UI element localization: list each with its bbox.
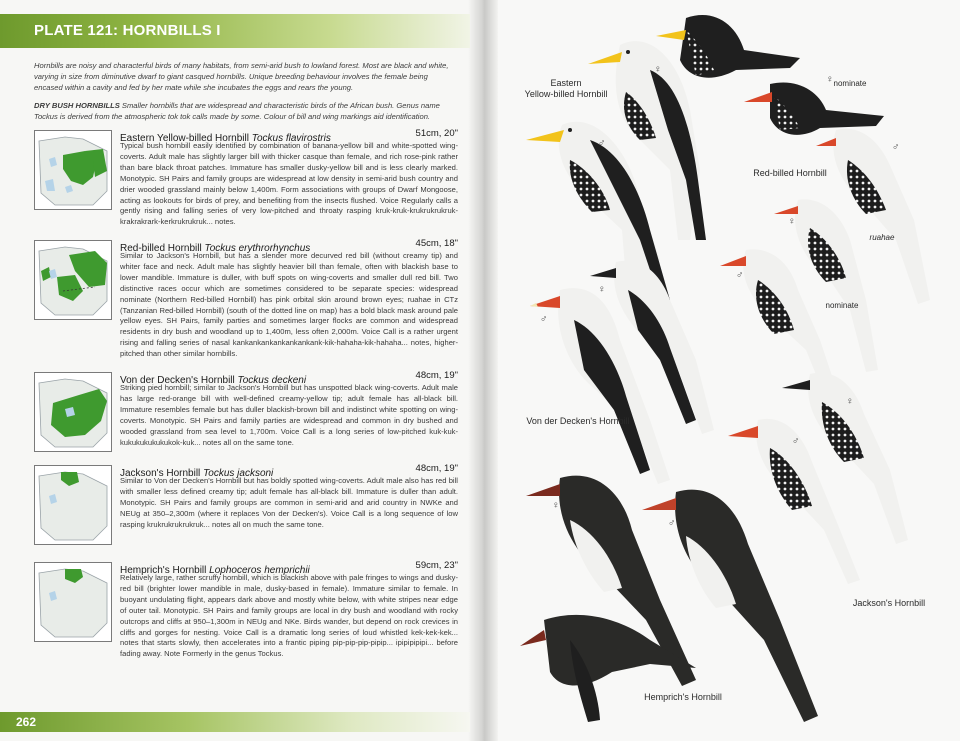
species-description: Striking pied hornbill; similar to Jackson's Hornbill but has unspotted black wing-coverts. Adult male has large red-orange bill with well-defined creamy-yellow tip; adult female has all-black bill. Immature resembles female but has duller blackish-brown bill and indistinct white spotting on wing-coverts. Monotypic. SH Pairs and family parties are widespread and common in dry bushed and wooded grassland from sea level to 1,700m. Voice Call is a long series of low-pitched kuk-kuk-kukukukukukukok-kuk... notes all on the same tone. bbox=[120, 383, 458, 447]
range-map-graphic bbox=[35, 373, 111, 451]
range-map bbox=[34, 372, 112, 452]
range-map bbox=[34, 240, 112, 320]
female-symbol: ♀ bbox=[654, 64, 662, 75]
species-name: Eastern Yellow-billed Hornbill Tockus flavirostris bbox=[120, 133, 331, 144]
species-scientific-name: Tockus erythrorhynchus bbox=[204, 243, 311, 254]
species-size: 59cm, 23" bbox=[415, 560, 458, 571]
intro-paragraph: Hornbills are noisy and characterful birds of many habitats, from semi-arid bush to lowland forest. Most are black and white, varying in size from diminutive dwarf to giant casqued hornbills. Unique breeding behaviour involves the female being encased within a cavity and fed by her mate while she incubates the eggs and rears the young. bbox=[34, 61, 449, 92]
red-billed-hornbill-illustration bbox=[656, 15, 800, 78]
range-map-graphic bbox=[35, 466, 111, 544]
species-size: 45cm, 18" bbox=[415, 238, 458, 249]
male-symbol: ♂ bbox=[892, 142, 900, 153]
group-intro-paragraph bbox=[34, 100, 454, 122]
species-size: 48cm, 19" bbox=[415, 370, 458, 381]
female-symbol: ♀ bbox=[788, 216, 796, 227]
label-eastern-yellow-billed-hornbill: Eastern Yellow-billed Hornbill bbox=[524, 78, 608, 99]
species-size: 48cm, 19" bbox=[415, 463, 458, 474]
label-ruahae: ruahae bbox=[869, 233, 895, 242]
species-name: Jackson's Hornbill Tockus jacksoni bbox=[120, 468, 274, 479]
book-gutter bbox=[468, 0, 498, 741]
group-intro-text: Smaller hornbills that are widespread and characteristic birds of the African bush. Genus name Tockus is derived from the atmospheric tok tok calls made by some. Colour of bill and wing markings aid identification. bbox=[34, 101, 440, 121]
range-map-graphic bbox=[35, 131, 111, 209]
range-map-graphic bbox=[35, 563, 111, 641]
species-name: Red-billed Hornbill Tockus erythrorhynchus bbox=[120, 243, 311, 254]
species-scientific-name: Tockus jacksoni bbox=[203, 468, 274, 479]
species-description: Similar to Jackson's Hornbill, but has a slender more decurved red bill (without creamy tip) and whiter face and neck. Adult male has slightly heavier bill than female, often with blackish base to lower mandible. Immature is duller, with buff spots on wing-coverts and smaller dull red bill. Two distinctive races occur which are sometimes considered to be separate species: widespread nominate (Northern Red-billed Hornbill) has pink orbital skin around brown eyes; ruahae in CTz (Tanzanian Red-billed Hornbill) (south of the dotted line on map) has a bold black mask around pale yellow eyes. SH Pairs, family parties and sometimes larger flocks are common and widespread residents in dry bush and woodland up to 1,400m, less often 2,000m. Voice Call is a rather urgent rising and falling series of nasal kankankankankankankank-kik-hahaha-kik-hahaha... notes, higher-pitched than other similar hornbills. bbox=[120, 251, 458, 359]
species-scientific-name: Tockus deckeni bbox=[237, 375, 307, 386]
range-map bbox=[34, 562, 112, 642]
bird-plate-illustration bbox=[500, 0, 960, 741]
label-red-billed-hornbill: Red-billed Hornbill bbox=[753, 168, 827, 178]
male-symbol: ♂ bbox=[598, 138, 606, 149]
label-von-der-deckens-hornbill: Von der Decken's Hornbill bbox=[526, 416, 630, 426]
label-jacksons-hornbill: Jackson's Hornbill bbox=[852, 598, 926, 608]
species-scientific-name: Tockus flavirostris bbox=[251, 133, 331, 144]
female-symbol: ♀ bbox=[846, 396, 854, 407]
species-description: Typical bush hornbill easily identified by combination of banana-yellow bill and white-spotted wing-coverts. Adult male has slightly larger bill with thicker casque than female, and rich rose-pink rather than bare black throat patches. Immature has smaller dusky-yellow bill and is less clearly marked. Monotypic. SH Pairs and family groups are widespread at low density in semi-arid bush country and drier wooded grassland mainly below 1,400m. Form associations with groups of Dwarf Mongoose, acting as lookouts for birds of prey, and benefiting from the insects flushed. Voice Regularly calls a gently rising and falling series of very low-pitched and throaty rasping kruk-kruk-krukrukrukruk-krakrakrark-kerkrukrukruk... notes. bbox=[120, 141, 458, 227]
species-description: Relatively large, rather scruffy hornbill, which is blackish above with pale fringes to wings and dusky-red bill (brighter lower mandible in male, dusky-based in female). Immature similar to female. In buoyant undulating flight, appears dark above and mostly white below, with white stripes near edge of outer tail. Monotypic. SH Pairs and family groups are local in dry bush and woodland with rocky outcrops and cliffs at 950–1,300m in NEUg and NKe. Birds wander, but depend on rock crevices in cliffs and gorges for nesting. Voice Call is a dramatic long series of loud whistled kek-kek-kek... notes that starts slowly, then accelerates into a frantic piping pip-pip-pip-pipip... ipipipipipi... before fading away. Note Formerly in the genus Tockus. bbox=[120, 573, 458, 659]
species-name: Von der Decken's Hornbill Tockus deckeni bbox=[120, 375, 307, 386]
male-symbol: ♂ bbox=[668, 518, 676, 529]
female-symbol: ♀ bbox=[598, 284, 606, 295]
female-symbol: ♀ bbox=[826, 74, 834, 85]
female-symbol: ♀ bbox=[552, 500, 560, 511]
range-map-graphic bbox=[35, 241, 111, 319]
plate-title: PLATE 121: HORNBILLS I bbox=[34, 22, 221, 39]
page-number-band bbox=[0, 712, 470, 732]
label-hemprichs-hornbill: Hemprich's Hornbill bbox=[644, 692, 722, 702]
range-map bbox=[34, 130, 112, 210]
male-symbol: ♂ bbox=[736, 270, 744, 281]
range-map bbox=[34, 465, 112, 545]
label-nominate-mid: nominate bbox=[825, 301, 859, 310]
group-intro-lead: DRY BUSH HORNBILLS bbox=[34, 101, 120, 110]
male-symbol: ♂ bbox=[540, 314, 548, 325]
species-scientific-name: Lophoceros hemprichii bbox=[209, 565, 310, 576]
male-symbol: ♂ bbox=[792, 436, 800, 447]
page-number: 262 bbox=[16, 715, 37, 729]
red-billed-hornbill-nominate-illustration bbox=[744, 82, 884, 134]
species-size: 51cm, 20" bbox=[415, 128, 458, 139]
label-nominate-top: nominate bbox=[833, 79, 867, 88]
species-description: Similar to Von der Decken's Hornbill but has boldly spotted wing-coverts. Adult male also has red bill with smaller less defined creamy tip; adult female has all-black bill. Immature is duller than adult. Monotypic. SH Pairs and family groups are common in semi-arid and arid country in NWKe and NEUg at 350–2,300m (where it replaces Von der Decken's). Voice Call is a long sequence of low rasping krukrukrukrukruk... notes all on much the same tone. bbox=[120, 476, 458, 529]
species-name: Hemprich's Hornbill Lophoceros hemprichii bbox=[120, 565, 310, 576]
